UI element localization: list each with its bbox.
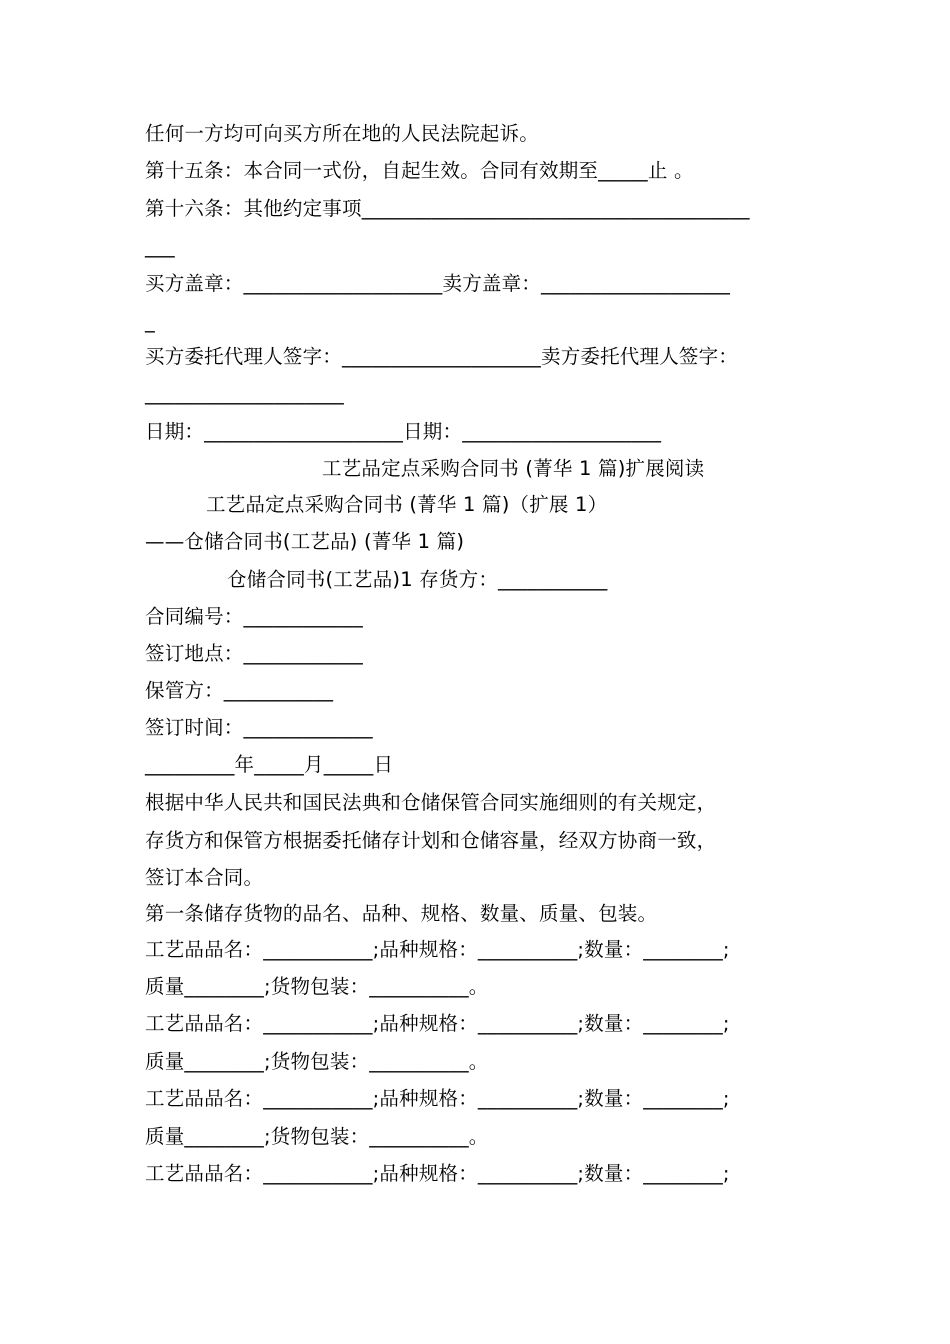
article-1-heading: 第一条储存货物的品名、品种、规格、数量、质量、包装。 — [145, 902, 658, 925]
date-line: 日期：____________________日期：____________________ — [145, 420, 662, 443]
extended-subtitle: 工艺品定点采购合同书 (菁华 1 篇)（扩展 1） — [206, 493, 608, 516]
contract-number-field: 合同编号：____________ — [145, 605, 363, 628]
goods-item-1-line-1: 工艺品品名：___________;品种规格：__________;数量：________; — [145, 938, 730, 961]
goods-item-3-line-2: 质量________;货物包装：__________。 — [145, 1125, 489, 1148]
extended-reading-title: 工艺品定点采购合同书 (菁华 1 篇)扩展阅读 — [322, 457, 705, 480]
paragraph-lawsuit-clause: 任何一方均可向买方所在地的人民法院起诉。 — [145, 122, 540, 145]
article-16: 第十六条：其他约定事项_______________________________________ — [145, 197, 750, 220]
preamble-line-3: 签订本合同。 — [145, 866, 264, 889]
preamble-line-1: 根据中华人民共和国民法典和仓储保管合同实施细则的有关规定， — [145, 791, 717, 814]
preamble-line-2: 存货方和保管方根据委托储存计划和仓储容量，经双方协商一致， — [145, 829, 717, 852]
goods-item-3-line-1: 工艺品品名：___________;品种规格：__________;数量：________; — [145, 1087, 730, 1110]
seal-line-continuation: _ — [145, 310, 155, 333]
depositor-line: 仓储合同书(工艺品)1 存货方：___________ — [227, 568, 608, 591]
article-16-continuation: ___ — [145, 235, 175, 258]
agent-signature-continuation: ____________________ — [145, 382, 344, 405]
article-15: 第十五条：本合同一式份，自起生效。合同有效期至_____止 。 — [145, 159, 694, 182]
goods-item-2-line-1: 工艺品品名：___________;品种规格：__________;数量：________; — [145, 1012, 730, 1035]
goods-item-1-line-2: 质量________;货物包装：__________。 — [145, 975, 489, 998]
goods-item-4-line-1: 工艺品品名：___________;品种规格：__________;数量：________; — [145, 1162, 730, 1185]
date-field: _________年_____月_____日 — [145, 753, 394, 776]
goods-item-2-line-2: 质量________;货物包装：__________。 — [145, 1050, 489, 1073]
signing-place-field: 签订地点：____________ — [145, 642, 363, 665]
custodian-field: 保管方：___________ — [145, 679, 334, 702]
storage-contract-heading: ——仓储合同书(工艺品) (菁华 1 篇) — [145, 530, 465, 553]
signing-time-field: 签订时间：_____________ — [145, 716, 373, 739]
agent-signature-line: 买方委托代理人签字：____________________卖方委托代理人签字： — [145, 345, 739, 368]
seal-line: 买方盖章：____________________卖方盖章：___________________ — [145, 272, 731, 295]
